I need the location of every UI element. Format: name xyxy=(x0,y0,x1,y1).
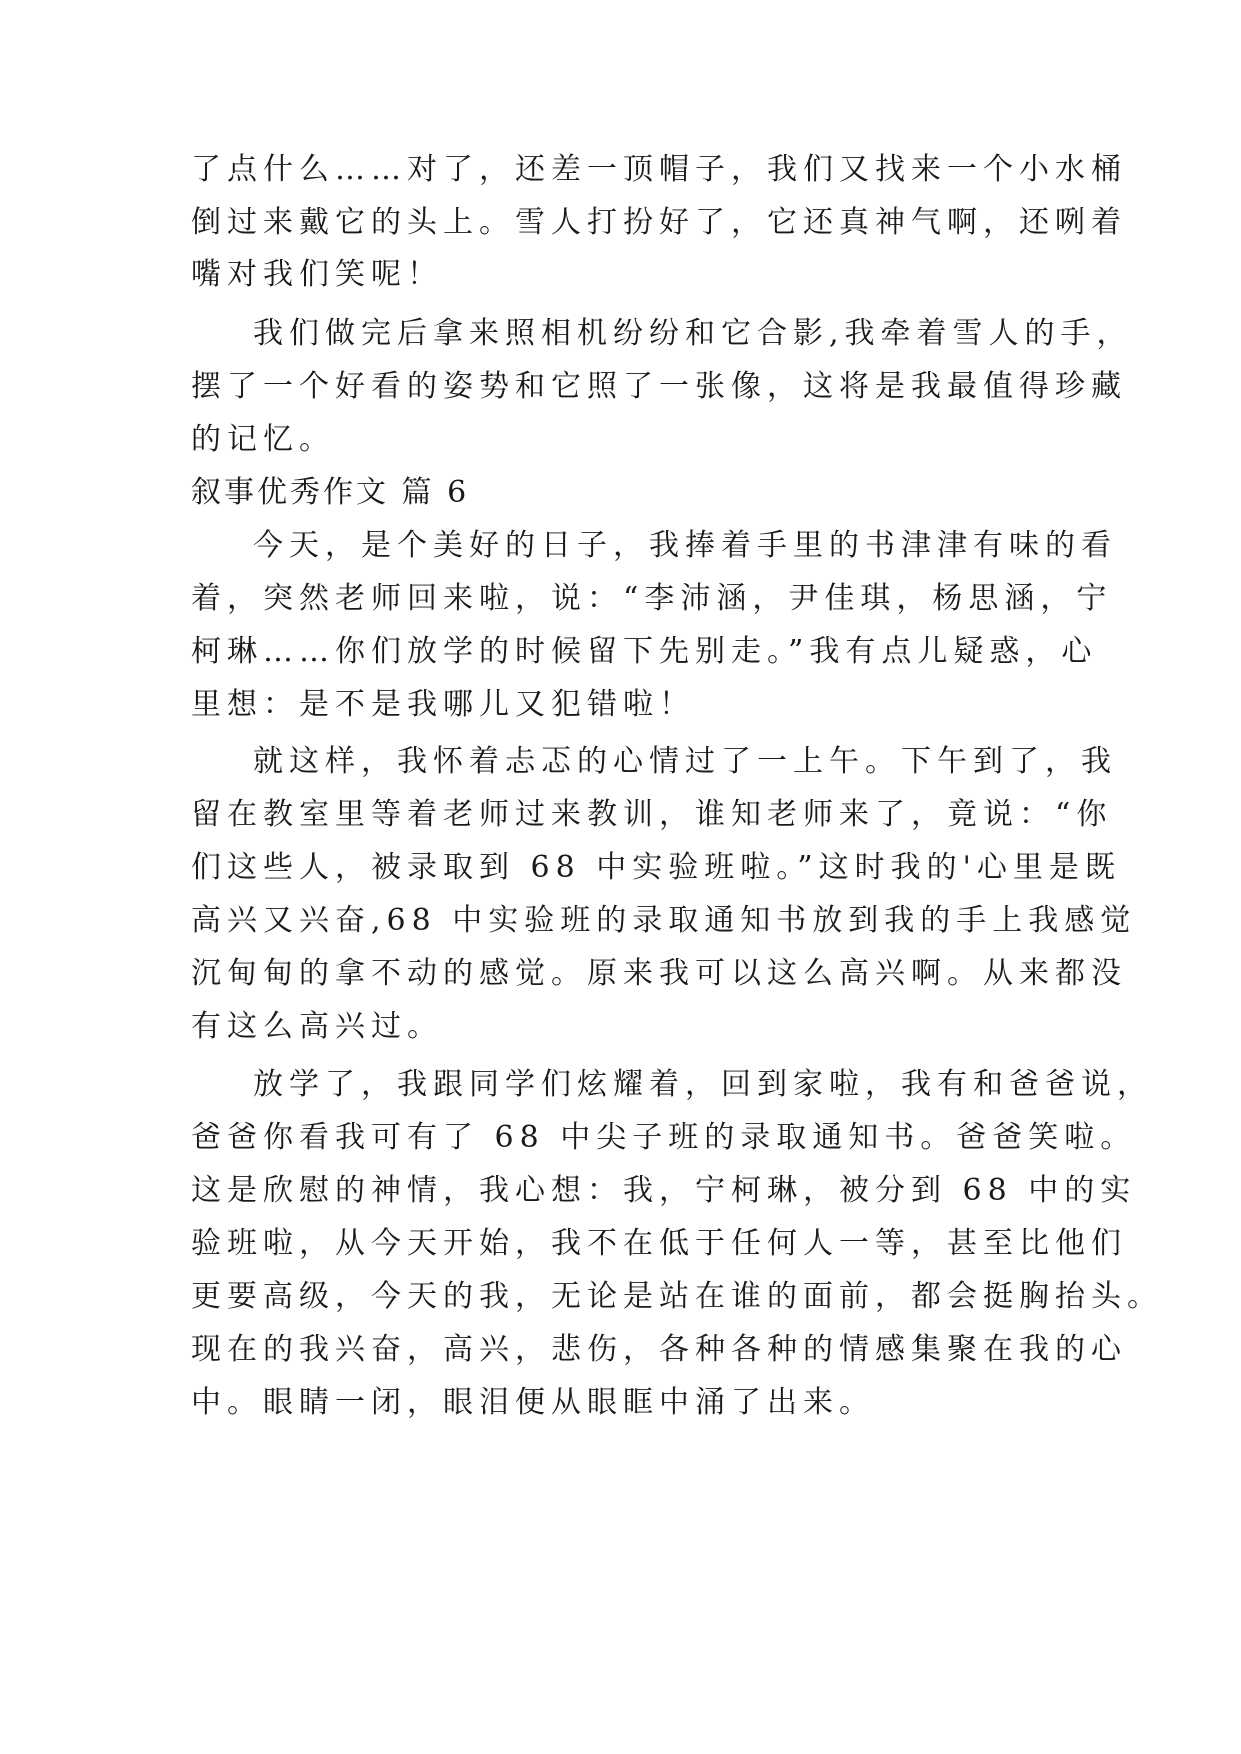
text-line: 的记忆。 xyxy=(191,422,335,457)
paragraph-first-line: 放学了，我跟同学们炫耀着，回到家啦，我有和爸爸说， xyxy=(253,1067,1153,1102)
text-line: 嘴对我们笑呢！ xyxy=(191,257,443,292)
paragraph-first-line: 就这样，我怀着忐忑的心情过了一上午。下午到了，我 xyxy=(253,744,1117,779)
text-line: 这是欣慰的神情，我心想：我，宁柯琳，被分到 68 中的实 xyxy=(191,1173,1137,1208)
text-line: 爸爸你看我可有了 68 中尖子班的录取通知书。爸爸笑啦。 xyxy=(191,1120,1137,1155)
text-line: 有这么高兴过。 xyxy=(191,1009,443,1044)
paragraph-first-line: 今天，是个美好的日子，我捧着手里的书津津有味的看 xyxy=(253,528,1117,563)
text-line: 沉甸甸的拿不动的感觉。原来我可以这么高兴啊。从来都没 xyxy=(191,956,1127,991)
text-line: 中。眼睛一闭，眼泪便从眼眶中涌了出来。 xyxy=(191,1385,875,1420)
text-line: 倒过来戴它的头上。雪人打扮好了，它还真神气啊，还咧着 xyxy=(191,205,1127,240)
text-line: 留在教室里等着老师过来教训，谁知老师来了，竟说：“你 xyxy=(191,797,1113,832)
text-line: 更要高级，今天的我，无论是站在谁的面前，都会挺胸抬头。 xyxy=(191,1279,1163,1314)
text-line: 柯琳……你们放学的时候留下先别走。”我有点儿疑惑，心 xyxy=(191,634,1098,669)
text-line: 摆了一个好看的姿势和它照了一张像，这将是我最值得珍藏 xyxy=(191,369,1127,404)
text-line: 了点什么……对了，还差一顶帽子，我们又找来一个小水桶 xyxy=(191,152,1127,187)
text-line: 着，突然老师回来啦，说：“李沛涵，尹佳琪，杨思涵，宁 xyxy=(191,581,1113,616)
text-line: 高兴又兴奋,68 中实验班的录取通知书放到我的手上我感觉 xyxy=(191,903,1137,938)
section-heading: 叙事优秀作文 篇 6 xyxy=(191,475,470,510)
text-line: 验班啦，从今天开始，我不在低于任何人一等，甚至比他们 xyxy=(191,1226,1127,1261)
paragraph-first-line: 我们做完后拿来照相机纷纷和它合影,我牵着雪人的手， xyxy=(253,316,1133,351)
text-line: 里想：是不是我哪儿又犯错啦！ xyxy=(191,687,695,722)
text-line: 现在的我兴奋，高兴，悲伤，各种各种的情感集聚在我的心 xyxy=(191,1332,1127,1367)
text-line: 们这些人，被录取到 68 中实验班啦。”这时我的'心里是既 xyxy=(191,850,1121,885)
